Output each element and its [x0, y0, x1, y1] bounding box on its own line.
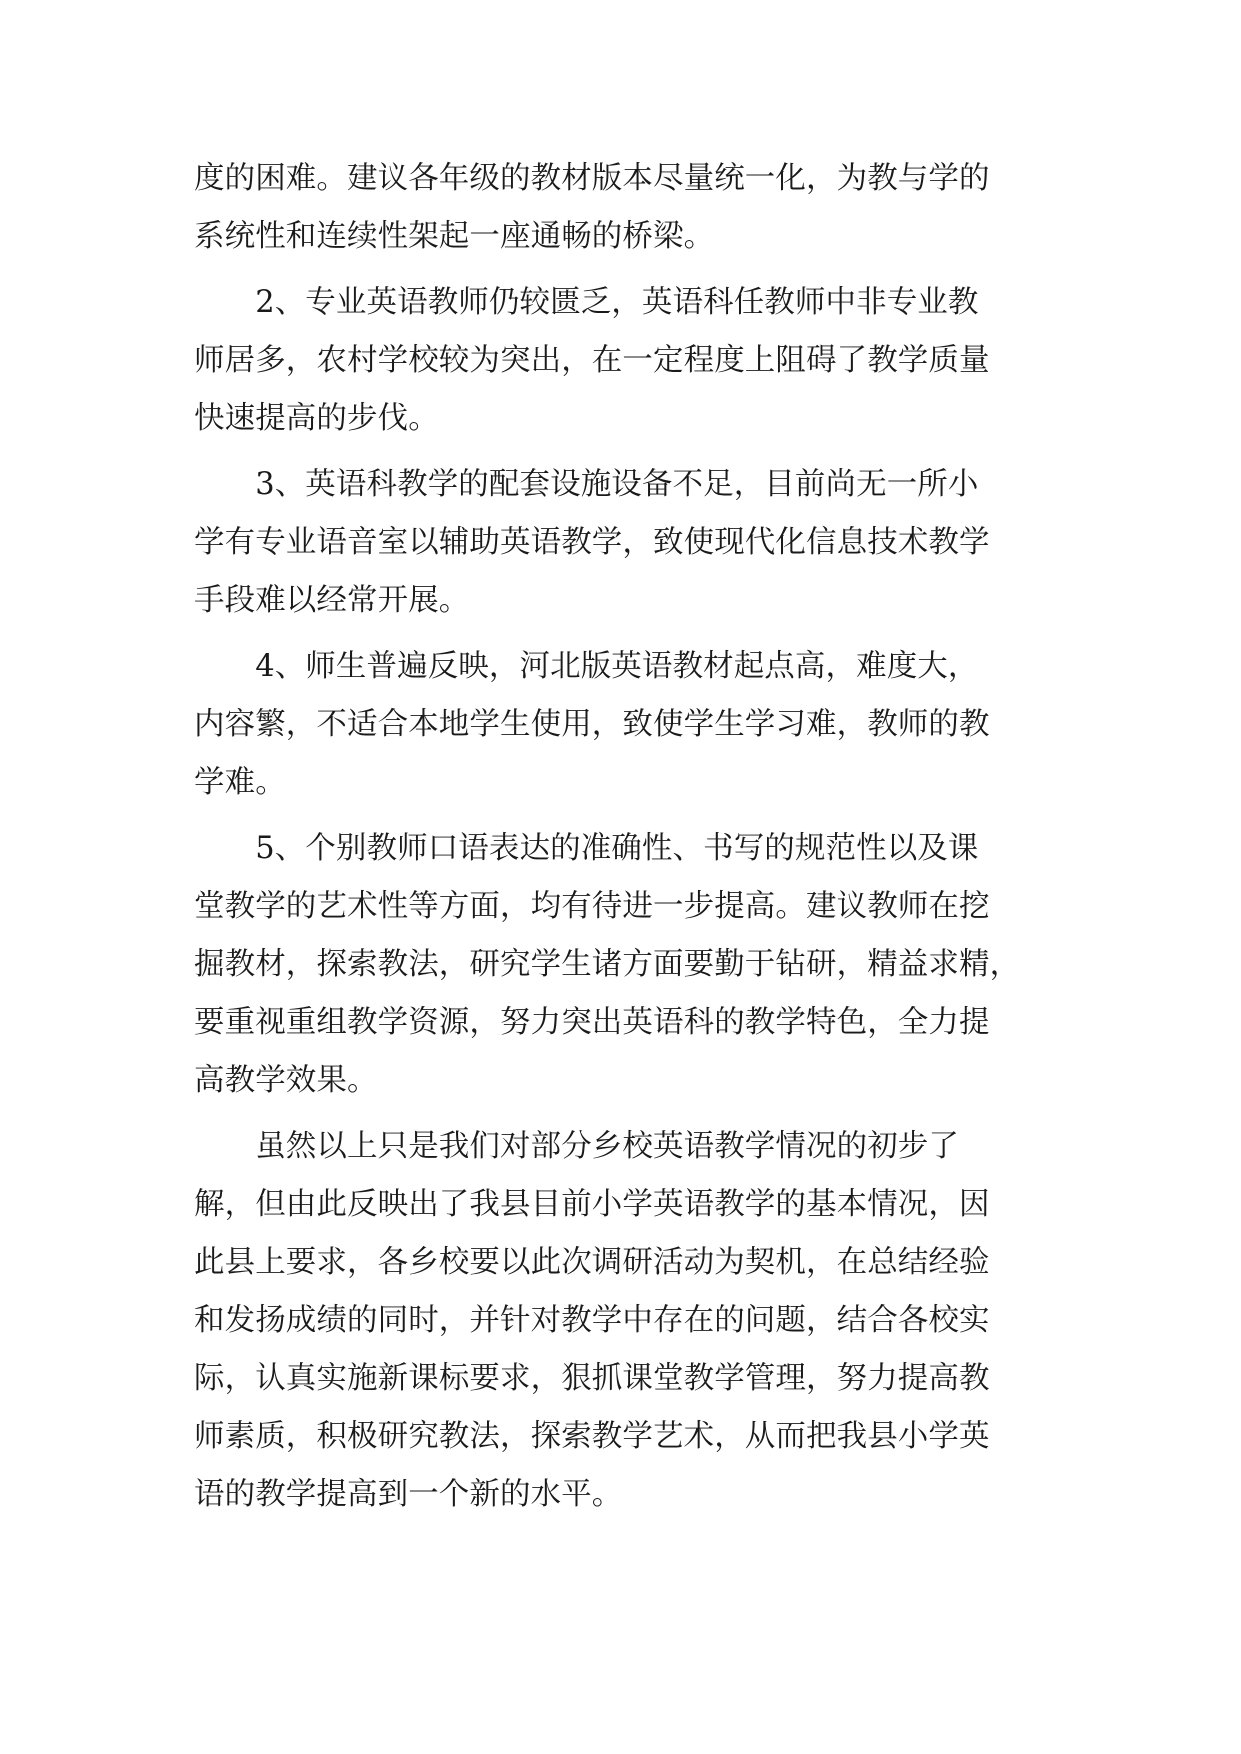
paragraph-line: 际，认真实施新课标要求，狠抓课堂教学管理，努力提高教 — [194, 1361, 990, 1396]
paragraph-line: 4、师生普遍反映，河北版英语教材起点高，难度大， — [194, 649, 979, 684]
paragraph-line: 系统性和连续性架起一座通畅的桥梁。 — [194, 219, 715, 254]
paragraph-item-3 — [194, 456, 1049, 630]
paragraph-line: 和发扬成绩的同时，并针对教学中存在的问题，结合各校实 — [194, 1303, 990, 1338]
paragraph-line: 虽然以上只是我们对部分乡校英语教学情况的初步了 — [194, 1129, 959, 1164]
paragraph-line: 要重视重组教学资源，努力突出英语科的教学特色，全力提 — [194, 1005, 990, 1040]
paragraph-item-2 — [194, 274, 1049, 448]
paragraph-line: 此县上要求，各乡校要以此次调研活动为契机，在总结经验 — [194, 1245, 990, 1280]
paragraph-conclusion — [194, 1118, 1049, 1524]
paragraph-line: 解，但由此反映出了我县目前小学英语教学的基本情况，因 — [194, 1187, 990, 1222]
paragraph-line: 掘教材，探索教法，研究学生诸方面要勤于钻研，精益求精， — [194, 947, 1021, 982]
paragraph-continuation — [194, 150, 1049, 266]
paragraph-line: 学有专业语音室以辅助英语教学，致使现代化信息技术教学 — [194, 525, 990, 560]
paragraph-line: 快速提高的步伐。 — [194, 401, 439, 436]
paragraph-line: 学难。 — [194, 765, 286, 800]
paragraph-line: 师素质，积极研究教法，探索教学艺术，从而把我县小学英 — [194, 1419, 990, 1454]
paragraph-line: 内容繁，不适合本地学生使用，致使学生学习难，教师的教 — [194, 707, 990, 742]
paragraph-line: 5、个别教师口语表达的准确性、书写的规范性以及课 — [194, 831, 979, 866]
paragraph-line: 高教学效果。 — [194, 1063, 378, 1098]
document-body — [194, 150, 1049, 1524]
paragraph-line: 语的教学提高到一个新的水平。 — [194, 1477, 623, 1512]
paragraph-item-4 — [194, 638, 1049, 812]
paragraph-line: 度的困难。建议各年级的教材版本尽量统一化，为教与学的 — [194, 161, 990, 196]
paragraph-item-5 — [194, 820, 1049, 1110]
paragraph-line: 堂教学的艺术性等方面，均有待进一步提高。建议教师在挖 — [194, 889, 990, 924]
paragraph-line: 师居多，农村学校较为突出，在一定程度上阻碍了教学质量 — [194, 343, 990, 378]
paragraph-line: 手段难以经常开展。 — [194, 583, 470, 618]
paragraph-line: 2、专业英语教师仍较匮乏，英语科任教师中非专业教 — [194, 285, 979, 320]
paragraph-line: 3、英语科教学的配套设施设备不足，目前尚无一所小 — [194, 467, 979, 502]
